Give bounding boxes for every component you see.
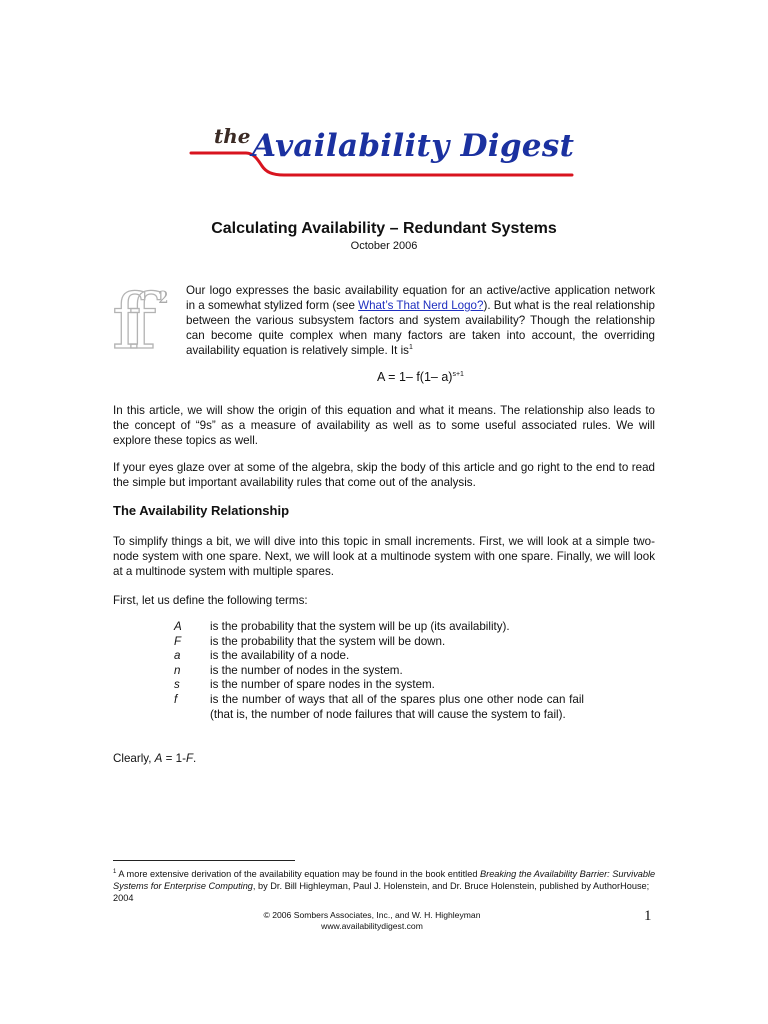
definition-symbol: n	[174, 663, 181, 677]
footnote-text-start: A more extensive derivation of the availability equation may be found in the book entitled	[116, 869, 480, 880]
footnote-text-end: , by Dr. Bill Highleyman, Paul J. Holenstein, and Dr. Bruce Holenstein, published by AuthorHouse; 2004	[113, 881, 650, 904]
definition-text: is the availability of a node.	[210, 649, 350, 663]
footnote-mark: 1	[113, 869, 117, 875]
section-heading: The Availability Relationship	[113, 503, 290, 518]
definition-text: is the probability that the system will be up (its availability).	[210, 620, 510, 633]
clearly-lhs: A	[154, 752, 163, 765]
clearly-statement	[113, 751, 655, 766]
clearly-prefix: Clearly,	[113, 752, 155, 765]
body-paragraph-origin: In this article, we will show the origin of this equation and what it means. The relationship also leads to the concept of “9s” as a measure of availability as well as to some useful associated rules. We will explore these topics as well.	[113, 404, 655, 447]
definition-text: is the number of ways that all of the spares plus one other node can fail (that is, the number of node failures that will cause the system to fail).	[210, 692, 584, 721]
definition-item	[174, 635, 584, 650]
article-title: Calculating Availability – Redundant Systems	[211, 220, 557, 237]
definition-symbol: a	[174, 649, 181, 663]
definition-text: is the probability that the system will be down.	[210, 634, 446, 648]
definition-item	[174, 678, 584, 693]
footer-copyright: © 2006 Sombers Associates, Inc., and W. H. Highleyman	[263, 910, 481, 920]
definition-item	[174, 620, 584, 635]
body-paragraph-simplify: To simplify things a bit, we will dive into this topic in small increments. First, we will look at a simple two-node system with one spare. Next, we will look at a multinode system with one spare. Finally, we will look at a multinode system with multiple spares.	[113, 535, 655, 578]
body-paragraph-define: First, let us define the following terms:	[113, 594, 308, 607]
definition-symbol: A	[174, 620, 182, 633]
nerd-logo-link[interactable]: What’s That Nerd Logo?	[358, 299, 484, 312]
body-paragraph-algebra: If your eyes glaze over at some of the algebra, skip the body of this article and go right to the end to read the simple but important availability rules that come out of the analysis.	[113, 461, 655, 489]
footnote-divider	[113, 860, 295, 861]
ff-logo-exponent: 2	[158, 288, 169, 308]
article-date: October 2006	[350, 240, 418, 252]
footnote	[113, 866, 658, 904]
definition-symbol: s	[174, 678, 180, 692]
footer-website: www.availabilitydigest.com	[321, 921, 423, 931]
availability-digest-logo	[188, 112, 580, 186]
definition-item	[174, 664, 584, 679]
definition-item	[174, 649, 584, 664]
ff-logo-glyph: ff	[112, 277, 145, 366]
page-footer	[200, 910, 544, 932]
clearly-end: .	[193, 752, 197, 765]
footnote-reference[interactable]: 1	[408, 344, 413, 352]
intro-paragraph	[186, 283, 655, 358]
clearly-middle: = 1-	[162, 752, 186, 765]
equation-exponent: s+1	[452, 370, 464, 378]
intro-text-start: Our logo expresses the basic availability equation for an active/active application network in a somewhat stylized form (see	[186, 284, 655, 312]
definitions-list	[174, 620, 584, 722]
definition-item	[174, 693, 584, 722]
definition-text: is the number of nodes in the system.	[210, 663, 403, 677]
clearly-rhs: F	[185, 752, 194, 765]
page-number: 1	[644, 908, 652, 924]
definition-text: is the number of spare nodes in the system.	[210, 678, 435, 692]
logo-the-text: the	[214, 124, 251, 148]
footnote-book-title: Breaking the Availability Barrier: Survivable Systems for Enterprise Computing	[113, 869, 656, 892]
definition-symbol: F	[174, 634, 182, 648]
availability-equation	[186, 370, 655, 384]
logo-name-text: Availability Digest	[252, 128, 575, 164]
intro-text-end: ). But what is the real relationship between the various subsystem factors and system availability? Though the relationship can become quite complex when many factors are taken into account, the overriding availability equation is relatively simple. It is	[186, 299, 655, 357]
definition-symbol: f	[174, 692, 178, 706]
equation-base: A = 1– f(1– a)	[377, 370, 453, 384]
